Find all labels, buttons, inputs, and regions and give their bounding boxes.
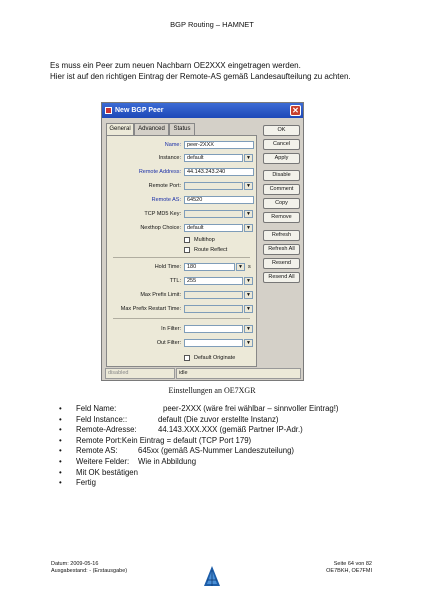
bullet-key: Remote AS: [76, 446, 118, 456]
refresh-all-button[interactable]: Refresh All [263, 244, 300, 255]
tcp-md5-field[interactable] [184, 210, 243, 218]
cancel-button[interactable]: Cancel [263, 139, 300, 150]
remote-port-label: Remote Port: [148, 183, 181, 189]
chevron-down-icon[interactable]: ▼ [244, 224, 253, 232]
resend-all-button[interactable]: Resend All [263, 272, 300, 283]
route-reflect-checkbox[interactable] [184, 247, 190, 253]
footer-page: Seite 64 von 82 [333, 561, 372, 567]
remote-port-field[interactable] [184, 182, 243, 190]
list-item [54, 425, 339, 436]
bullet-list [54, 404, 339, 489]
chevron-down-icon[interactable]: ▼ [244, 339, 253, 347]
nexthop-select[interactable]: default [184, 224, 243, 232]
bullet-value: 645xx (gemäß AS-Nummer Landeszuteilung) [138, 446, 295, 456]
bullet-key: Feld Name: [76, 404, 117, 413]
ok-button[interactable]: OK [263, 125, 300, 136]
multihop-label: Multihop [194, 237, 215, 243]
out-filter-label: Out Filter: [156, 340, 181, 346]
footer-date: Datum: 2009-05-16 [51, 561, 99, 567]
divider [113, 318, 250, 319]
list-item: • Fertig [54, 478, 339, 489]
divider [113, 257, 250, 258]
name-label: Name: [164, 142, 181, 148]
tcp-md5-label: TCP MD5 Key: [144, 211, 181, 217]
hold-time-field[interactable]: 180 [184, 263, 235, 271]
hold-time-unit: s [248, 264, 251, 270]
chevron-down-icon[interactable]: ▼ [244, 291, 253, 299]
tab-status[interactable]: Status [169, 123, 195, 135]
hold-time-label: Hold Time: [154, 264, 181, 270]
max-prefix-limit-label: Max Prefix Limit: [140, 292, 181, 298]
resend-button[interactable]: Resend [263, 258, 300, 269]
ttl-label: TTL: [169, 278, 181, 284]
route-reflect-label: Route Reflect [194, 247, 228, 253]
chevron-down-icon[interactable]: ▼ [236, 263, 245, 271]
status-left: disabled [105, 368, 175, 379]
footer-left [51, 561, 127, 575]
max-prefix-restart-label: Max Prefix Restart Time: [120, 306, 181, 312]
logo-icon [204, 566, 220, 590]
intro-line-2: Hier ist auf den richtigen Eintrag der Remote-AS gemäß Landesaufteilung zu achten. [50, 72, 351, 81]
remove-button[interactable]: Remove [263, 212, 300, 223]
ttl-field[interactable]: 255 [184, 277, 243, 285]
bullet-key: Weitere Felder: [76, 456, 130, 466]
out-filter-select[interactable] [184, 339, 243, 347]
intro-text [50, 60, 351, 82]
in-filter-select[interactable] [184, 325, 243, 333]
comment-button[interactable]: Comment [263, 184, 300, 195]
default-originate-checkbox[interactable] [184, 355, 190, 361]
list-item [54, 415, 339, 426]
close-icon[interactable]: ✕ [290, 105, 301, 116]
footer-right [326, 561, 372, 575]
multihop-checkbox[interactable] [184, 237, 190, 243]
dialog-title: New BGP Peer [115, 107, 164, 114]
status-right: idle [176, 368, 301, 379]
bullet-value: 44.143.XXX.XXX (gemäß Partner IP-Adr.) [158, 425, 303, 435]
chevron-down-icon[interactable]: ▼ [244, 277, 253, 285]
status-bar [105, 368, 301, 379]
chevron-down-icon[interactable]: ▼ [244, 182, 253, 190]
list-item [54, 404, 339, 415]
bullet-value: Wie in Abbildung [138, 456, 197, 466]
nexthop-label: Nexthop Choice: [140, 225, 181, 231]
footer-authors: OE7BKH, OE7FMI [326, 568, 372, 574]
max-prefix-limit-field[interactable] [184, 291, 243, 299]
intro-line-1: Es muss ein Peer zum neuen Nachbarn OE2XXX eingetragen werden. [50, 61, 301, 70]
bgp-peer-dialog [101, 102, 304, 381]
remote-as-label: Remote AS: [151, 197, 181, 203]
remote-as-field[interactable]: 64520 [184, 196, 254, 204]
in-filter-label: In Filter: [161, 326, 181, 332]
general-panel [106, 135, 257, 367]
disable-button[interactable]: Disable [263, 170, 300, 181]
bullet-key: Remote-Adresse: [76, 425, 137, 435]
chevron-down-icon[interactable]: ▼ [244, 305, 253, 313]
dialog-titlebar [102, 103, 303, 118]
app-icon [105, 107, 112, 114]
remote-address-label: Remote Address: [138, 169, 181, 175]
list-item: • Remote Port:Kein Eintrag = default (TCP Port 179) [54, 436, 339, 447]
refresh-button[interactable]: Refresh [263, 230, 300, 241]
list-item: • Mit OK bestätigen [54, 468, 339, 479]
chevron-down-icon[interactable]: ▼ [244, 210, 253, 218]
bullet-value: default (Die zuvor erstellte Instanz) [158, 414, 279, 424]
figure-caption: Einstellungen an OE7XGR [168, 386, 256, 395]
chevron-down-icon[interactable]: ▼ [244, 325, 253, 333]
remote-address-field[interactable]: 44.143.243.240 [184, 168, 254, 176]
tab-general[interactable]: General [106, 123, 134, 136]
name-field[interactable]: peer-2XXX [184, 141, 254, 149]
chevron-down-icon[interactable]: ▼ [244, 154, 253, 162]
bullet-key: Feld Instance:: [76, 414, 128, 424]
bullet-value: peer-2XXX (wäre frei wählbar – sinnvoller Eintrag!) [163, 404, 339, 413]
apply-button[interactable]: Apply [263, 153, 300, 164]
instance-label: Instance: [158, 155, 181, 161]
tab-advanced[interactable]: Advanced [134, 123, 169, 135]
max-prefix-restart-field[interactable] [184, 305, 243, 313]
copy-button[interactable]: Copy [263, 198, 300, 209]
default-originate-label: Default Originate [194, 355, 236, 361]
instance-select[interactable]: default [184, 154, 243, 162]
page-header: BGP Routing – HAMNET [170, 20, 254, 29]
footer-edition: Ausgabestand: - (Erstausgabe) [51, 568, 128, 574]
list-item [54, 457, 339, 468]
list-item [54, 446, 339, 457]
